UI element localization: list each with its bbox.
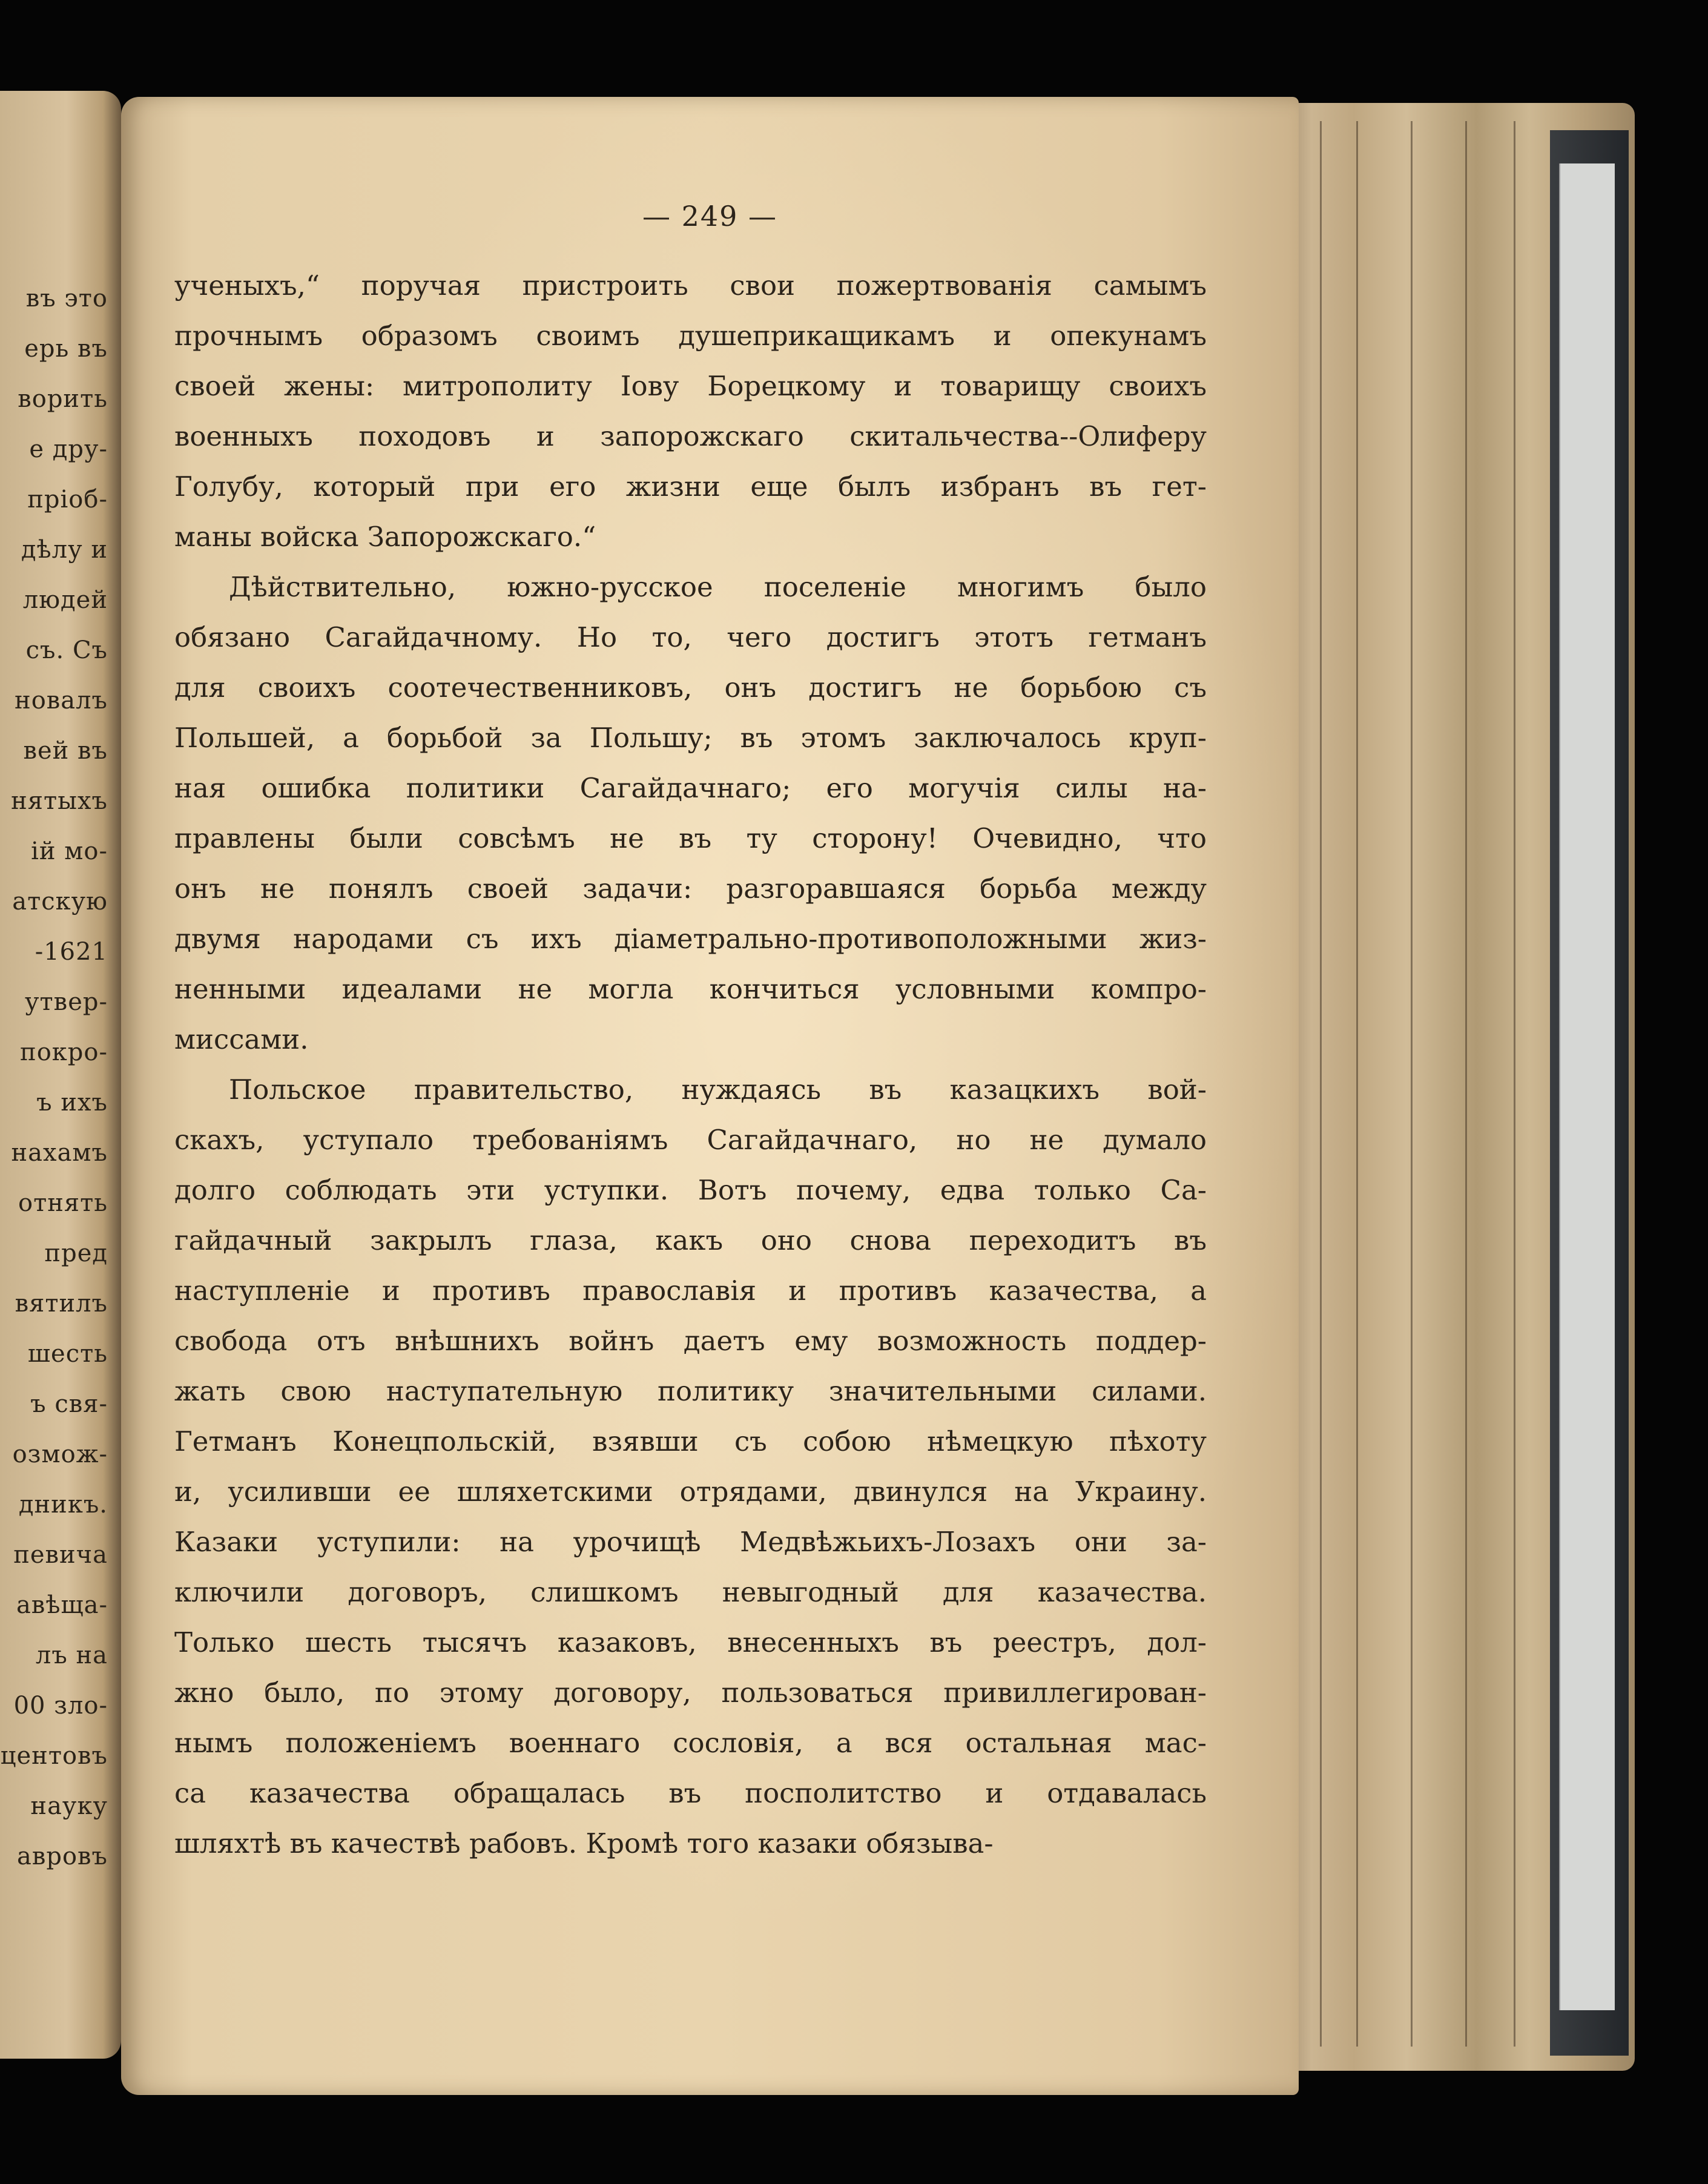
page-edge-line	[1465, 121, 1467, 2047]
left-page-fragment: ъ ихъ	[36, 1089, 108, 1117]
text-line: нымъ положеніемъ военнаго сословія, а вся остальная мас-	[174, 1727, 1207, 1759]
left-page-fragment: вятилъ	[15, 1290, 108, 1318]
left-page-fragment: е дру-	[29, 435, 108, 463]
page-edge-line	[1356, 121, 1358, 2047]
left-page-fragment: дѣлу и	[21, 536, 108, 564]
left-page-fragment: науку	[30, 1792, 108, 1820]
page-edge-line	[1411, 121, 1413, 2047]
text-line: ключили договоръ, слишкомъ невыгодный для казачества.	[174, 1576, 1207, 1608]
left-page-fragment: 00 зло-	[13, 1692, 108, 1720]
text-line: Дѣйствительно, южно-русское поселеніе многимъ было	[229, 571, 1207, 603]
left-page-fragment: съ. Съ	[25, 636, 108, 664]
left-page-fragment: певича	[13, 1541, 108, 1569]
left-page-fragment: покро-	[20, 1038, 108, 1066]
text-line: военныхъ походовъ и запорожскаго скитальчества--Олиферу	[174, 420, 1207, 452]
text-line: са казачества обращалась въ посполитство и отдавалась	[174, 1777, 1207, 1809]
left-page-fragment: дникъ.	[18, 1491, 108, 1519]
body-text	[174, 260, 1207, 1869]
page-edge-line	[1320, 121, 1322, 2047]
left-page-fragment: авровъ	[16, 1843, 108, 1870]
left-page-fragment: авѣща-	[16, 1591, 108, 1619]
text-line: Польшей, а борьбой за Польшу; въ этомъ заключалось круп-	[174, 722, 1207, 754]
left-page-fragment: отнять	[18, 1189, 108, 1217]
text-line: свобода отъ внѣшнихъ войнъ даетъ ему возможность поддер-	[174, 1325, 1207, 1357]
text-line: Польское правительство, нуждаясь въ казацкихъ вой-	[229, 1074, 1207, 1106]
text-line: и, усиливши ее шляхетскими отрядами, двинулся на Украину.	[174, 1476, 1207, 1508]
page-number: — 249 —	[642, 200, 778, 233]
text-line: ненными идеалами не могла кончиться условными компро-	[174, 973, 1207, 1005]
left-page-fragment: пред	[44, 1239, 108, 1267]
left-page-fragment: -1621	[35, 938, 108, 966]
page-edge-line	[1514, 121, 1515, 2047]
text-line: прочнымъ образомъ своимъ душеприкащикамъ и опекунамъ	[174, 320, 1207, 352]
text-line: гайдачный закрылъ глаза, какъ оно снова переходитъ въ	[174, 1224, 1207, 1256]
text-line: Только шесть тысячъ казаковъ, внесенныхъ въ реестръ, дол-	[174, 1626, 1207, 1658]
text-line: своей жены: митрополиту Іову Борецкому и товарищу своихъ	[174, 370, 1207, 402]
left-page-fragment: атскую	[12, 888, 108, 915]
left-page-fragment: ерь въ	[24, 335, 108, 363]
left-page-fragment: озмож-	[12, 1440, 108, 1468]
left-page-fragment: центовъ	[0, 1742, 108, 1770]
text-line: двумя народами съ ихъ діаметрально-противоположными жиз-	[174, 923, 1207, 955]
text-line: жно было, по этому договору, пользоваться привиллегирован-	[174, 1677, 1207, 1709]
text-line: ная ошибка политики Сагайдачнаго; его могучія силы на-	[174, 772, 1207, 804]
text-line: жать свою наступательную политику значительными силами.	[174, 1375, 1207, 1407]
main-page	[121, 97, 1299, 2095]
left-page-fragment: пріоб-	[27, 486, 108, 513]
left-page-fragment: людей	[22, 586, 108, 614]
left-page-fragment: нахамъ	[11, 1139, 108, 1167]
left-page-fragment: новалъ	[15, 687, 108, 714]
text-line: ученыхъ,“ поручая пристроить свои пожертвованія самымъ	[174, 269, 1207, 302]
left-page-fragment: лъ на	[35, 1641, 108, 1669]
text-line: маны войска Запорожскаго.“	[174, 521, 596, 553]
left-page-fragment: ворить	[18, 385, 108, 413]
text-line: шляхтѣ въ качествѣ рабовъ. Кромѣ того казаки обязыва-	[174, 1827, 994, 1859]
left-page-fragment: ъ свя-	[30, 1390, 108, 1418]
text-line: для своихъ соотечественниковъ, онъ достигъ не борьбою съ	[174, 671, 1207, 704]
text-line: наступленіе и противъ православія и противъ казачества, а	[174, 1275, 1207, 1307]
cover-endpaper	[1559, 163, 1615, 2010]
left-page-fragment: нятыхъ	[11, 787, 108, 815]
left-page-fragment: шесть	[27, 1340, 108, 1368]
text-line: миссами.	[174, 1023, 309, 1055]
left-page-fragment: вей въ	[23, 737, 108, 765]
text-line: долго соблюдать эти уступки. Вотъ почему, едва только Са-	[174, 1174, 1207, 1206]
left-page-fragment: въ это	[25, 285, 108, 312]
text-line: онъ не понялъ своей задачи: разгоравшаяся борьба между	[174, 873, 1207, 905]
text-line: Гетманъ Конецпольскій, взявши съ собою нѣмецкую пѣхоту	[174, 1425, 1207, 1457]
text-line: правлены были совсѣмъ не въ ту сторону! Очевидно, что	[174, 822, 1207, 854]
left-facing-page	[0, 91, 121, 2059]
left-page-fragment: ій мо-	[31, 837, 108, 865]
text-line: Казаки уступили: на урочищѣ Медвѣжьихъ-Лозахъ они за-	[174, 1526, 1207, 1558]
text-line: скахъ, уступало требованіямъ Сагайдачнаго, но не думало	[174, 1124, 1207, 1156]
text-line: Голубу, который при его жизни еще былъ избранъ въ гет-	[174, 470, 1207, 503]
left-page-fragment: утвер-	[25, 988, 108, 1016]
text-line: обязано Сагайдачному. Но то, чего достигъ этотъ гетманъ	[174, 621, 1207, 653]
